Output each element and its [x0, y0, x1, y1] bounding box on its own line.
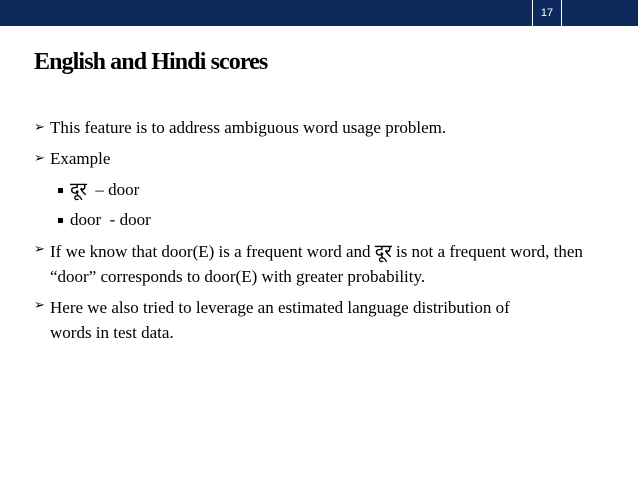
bullet-text-after: is not a frequent word, then “door” corresponds to door(E) with greater probability. — [50, 242, 588, 286]
arrow-bullet-icon: ➢ — [34, 242, 45, 257]
arrow-bullet-icon: ➢ — [34, 151, 45, 166]
page-number: 17 — [532, 0, 562, 26]
bullet-item — [34, 148, 619, 170]
square-bullet-icon — [58, 188, 63, 193]
bullet-text: Here we also tried to leverage an estimated language distribution of words in test data. — [50, 298, 510, 342]
hindi-word: दूर — [70, 179, 87, 200]
arrow-bullet-icon: ➢ — [34, 120, 45, 135]
bullet-text: Example — [50, 149, 111, 168]
arrow-bullet-icon: ➢ — [34, 298, 45, 313]
slide-body — [34, 117, 619, 351]
top-bar — [0, 0, 638, 26]
square-bullet-icon — [58, 218, 63, 223]
bullet-item — [34, 295, 520, 345]
hindi-word: दूर — [374, 241, 392, 262]
sub-bullet-text: door - door — [70, 210, 151, 229]
bullet-item — [34, 239, 619, 289]
sub-bullet-item — [34, 209, 619, 231]
sub-bullet-text: – door — [95, 180, 140, 199]
bullet-text-before: If we know that door(E) is a frequent word and — [50, 242, 375, 261]
bullet-item — [34, 117, 619, 139]
sub-bullet-item — [34, 179, 619, 201]
slide-title: English and Hindi scores — [34, 49, 268, 75]
bullet-text: This feature is to address ambiguous word usage problem. — [50, 118, 447, 137]
